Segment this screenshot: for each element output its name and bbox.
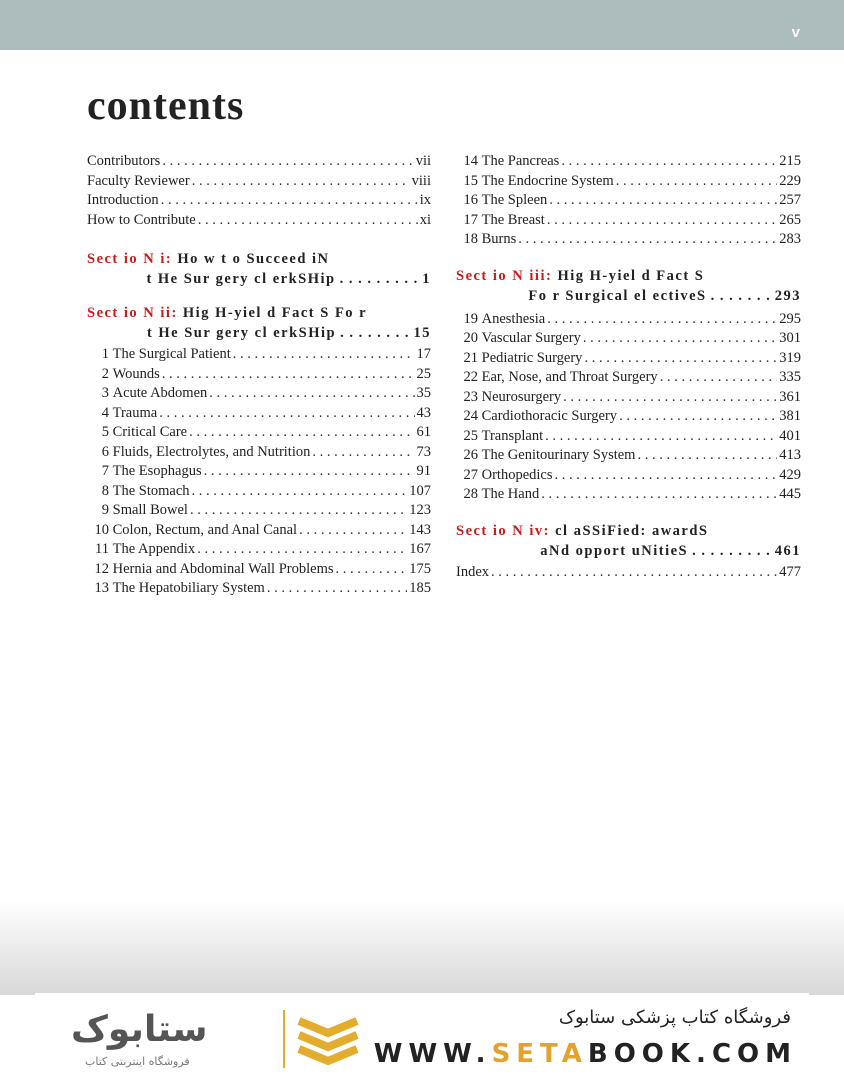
shop-url[interactable]: WWW.SETABOOK.COM xyxy=(373,1039,797,1069)
brand-tagline: فروشگاه اینترنتی کتاب xyxy=(85,1055,190,1068)
chapter-entry[interactable]: 13 The Hepatobiliary System . . . 185 xyxy=(87,579,431,599)
section-heading-2[interactable]: Sect io N ii: Hig H-yiel d Fact S Fo r t He Sur gery cl erkSHip . . . . . . . . 15 xyxy=(87,305,431,341)
shop-name: فروشگاه کتاب پزشکی ستابوک xyxy=(558,1007,791,1028)
chapter-entry[interactable]: 14 The Pancreas . . . 215 xyxy=(456,152,801,172)
chapter-entry[interactable]: 2 Wounds . . . 25 xyxy=(87,365,431,385)
chapter-entry[interactable]: 4 Trauma . . . 43 xyxy=(87,404,431,424)
chapter-entry[interactable]: 1 The Surgical Patient . . . 17 xyxy=(87,345,431,365)
toc-entry[interactable]: How to Contribute . . . xi xyxy=(87,211,431,231)
page-title: contents xyxy=(87,83,245,129)
chapter-entry[interactable]: 28 The Hand . . . 445 xyxy=(456,485,801,505)
chapter-entry[interactable]: 9 Small Bowel . . . 123 xyxy=(87,501,431,521)
chapter-entry[interactable]: 8 The Stomach . . . 107 xyxy=(87,482,431,502)
section-label: Sect io N i: xyxy=(87,251,173,267)
chapter-entry[interactable]: 26 The Genitourinary System . . . 413 xyxy=(456,446,801,466)
chapter-entry[interactable]: 24 Cardiothoracic Surgery . . . 381 xyxy=(456,407,801,427)
chapter-entry[interactable]: 5 Critical Care . . . 61 xyxy=(87,423,431,443)
logo-divider xyxy=(283,1010,285,1068)
section-label: Sect io N iv: xyxy=(456,522,550,539)
toc-left-column xyxy=(87,152,431,599)
chapter-entry[interactable]: 20 Vascular Surgery . . . 301 xyxy=(456,329,801,349)
toc-entry[interactable]: Contributors . . . vii xyxy=(87,152,431,172)
toc-entry[interactable]: Introduction . . . ix xyxy=(87,191,431,211)
chevron-logo-icon xyxy=(297,1015,359,1065)
section-heading-1[interactable]: Sect io N i: Ho w t o Succeed iN t He Sur gery cl erkSHip . . . . . . . . . 1 xyxy=(87,251,431,287)
chapter-entry[interactable]: 17 The Breast . . . 265 xyxy=(456,211,801,231)
footer-fade xyxy=(0,900,844,995)
chapter-entry[interactable]: 23 Neurosurgery . . . 361 xyxy=(456,388,801,408)
brand-logo: ستابوک xyxy=(71,1009,208,1050)
chapter-entry[interactable]: 3 Acute Abdomen . . . 35 xyxy=(87,384,431,404)
chapter-entry[interactable]: 11 The Appendix . . . 167 xyxy=(87,540,431,560)
chapter-entry[interactable]: 12 Hernia and Abdominal Wall Problems . . . 175 xyxy=(87,560,431,580)
chapter-entry[interactable]: 6 Fluids, Electrolytes, and Nutrition . . . 73 xyxy=(87,443,431,463)
section-heading-4[interactable]: Sect io N iv: cl aSSiFied: awardS aNd opport uNitieS . . . . . . . . . 461 xyxy=(456,522,801,559)
chapter-entry[interactable]: 22 Ear, Nose, and Throat Surgery . . . 335 xyxy=(456,368,801,388)
chapter-list xyxy=(87,345,431,599)
page-number: v xyxy=(791,24,800,41)
index-entry[interactable]: Index . . . 477 xyxy=(456,563,801,583)
chapter-list xyxy=(456,310,801,505)
chapter-entry[interactable]: 25 Transplant . . . 401 xyxy=(456,427,801,447)
section-heading-3[interactable]: Sect io N iii: Hig H-yiel d Fact S Fo r Surgical el ectiveS . . . . . . . 293 xyxy=(456,267,801,304)
chapter-entry[interactable]: 16 The Spleen . . . 257 xyxy=(456,191,801,211)
chapter-entry[interactable]: 19 Anesthesia . . . 295 xyxy=(456,310,801,330)
front-matter-list xyxy=(87,152,431,230)
chapter-entry[interactable]: 7 The Esophagus . . . 91 xyxy=(87,462,431,482)
chapter-entry[interactable]: 21 Pediatric Surgery . . . 319 xyxy=(456,349,801,369)
publisher-banner xyxy=(35,993,809,1080)
header-bar xyxy=(0,0,844,50)
section-label: Sect io N ii: xyxy=(87,305,178,321)
chapter-entry[interactable]: 10 Colon, Rectum, and Anal Canal . . . 143 xyxy=(87,521,431,541)
chapter-entry[interactable]: 27 Orthopedics . . . 429 xyxy=(456,466,801,486)
chapter-list xyxy=(456,152,801,250)
chapter-entry[interactable]: 15 The Endocrine System . . . 229 xyxy=(456,172,801,192)
chapter-entry[interactable]: 18 Burns . . . 283 xyxy=(456,230,801,250)
section-label: Sect io N iii: xyxy=(456,267,553,284)
toc-entry[interactable]: Faculty Reviewer . . . viii xyxy=(87,172,431,192)
toc-right-column xyxy=(456,152,801,582)
